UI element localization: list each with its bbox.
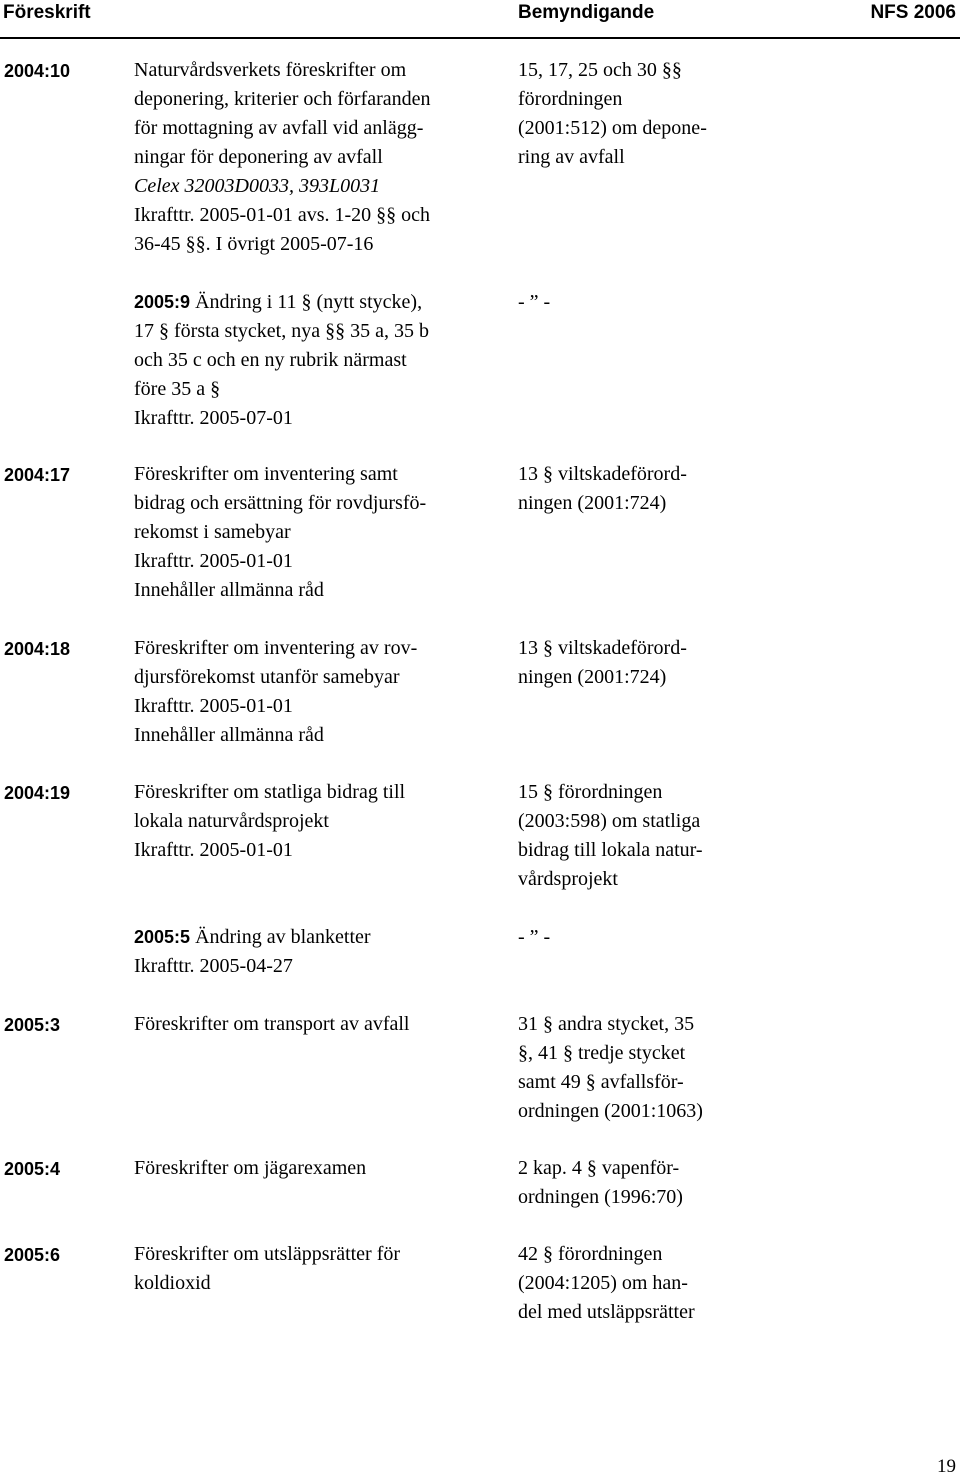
header-rule [0,37,960,39]
entry-desc-line: Föreskrifter om transport av avfall [134,1013,410,1035]
entry-desc-line: Ikrafttr. 2005-01-01 [134,695,293,717]
header-bemyndigande: Bemyndigande [518,2,655,23]
entry-desc-line: 36-45 §§. I övrigt 2005-07-16 [134,233,374,255]
entry-auth-line: 42 § förordningen [518,1243,663,1265]
entry-number: 2004:17 [4,465,71,485]
entry-desc-line: rekomst i samebyar [134,521,291,543]
entry-desc-line: Föreskrifter om statliga bidrag till [134,781,406,803]
entry-number: 2004:18 [4,639,71,659]
entry-desc-line: Föreskrifter om inventering av rov- [134,637,418,659]
entry-desc-line: Föreskrifter om inventering samt [134,463,398,485]
entry-number: 2005:3 [4,1015,61,1035]
entry-desc-line: Ikrafttr. 2005-07-01 [134,407,293,429]
entry-desc-line [134,288,422,317]
entry-desc-line: Ikrafttr. 2005-04-27 [134,955,293,977]
amendment-number: 2005:9 [134,292,191,312]
entry-desc-line: Föreskrifter om utsläppsrätter för [134,1243,401,1265]
entry-auth-line: (2004:1205) om han- [518,1272,688,1294]
entry-auth-line: 31 § andra stycket, 35 [518,1013,695,1035]
entry-desc-line [134,923,371,952]
entry-auth-line: §, 41 § tredje stycket [518,1042,686,1064]
entry-desc-line: ningar för deponering av avfall [134,146,383,168]
entry-auth-line: ring av avfall [518,146,625,168]
entry-desc-line: koldioxid [134,1272,211,1294]
entry-number: 2004:10 [4,61,71,81]
amendment-text: Ändring av blanketter [195,926,371,948]
entry-desc-line: 17 § första stycket, nya §§ 35 a, 35 b [134,320,429,342]
header-foreskrift: Föreskrift [3,2,91,23]
entry-auth-line: förordningen [518,88,623,110]
entry-auth-line: ordningen (1996:70) [518,1186,683,1208]
entry-auth-line: 2 kap. 4 § vapenför- [518,1157,680,1179]
entry-desc-line: bidrag och ersättning för rovdjursfö- [134,492,427,514]
entry-desc-line: Ikrafttr. 2005-01-01 avs. 1-20 §§ och [134,204,431,226]
amendment-number: 2005:5 [134,927,191,947]
entry-desc-line: och 35 c och en ny rubrik närmast [134,349,407,371]
page-number: 19 [937,1456,956,1477]
entry-auth-line: ordningen (2001:1063) [518,1100,703,1122]
entry-desc-line: deponering, kriterier och förfaranden [134,88,431,110]
entry-auth-line: vårdsprojekt [518,868,618,890]
entry-number: 2004:19 [4,783,71,803]
entry-desc-line: för mottagning av avfall vid anlägg- [134,117,424,139]
entry-desc-line: Ikrafttr. 2005-01-01 [134,839,293,861]
amendment-text: Ändring i 11 § (nytt stycke), [195,291,423,313]
header-nfs: NFS 2006 [870,2,956,23]
entry-desc-line: Föreskrifter om jägarexamen [134,1157,367,1179]
entry-desc-line: djursförekomst utanför samebyar [134,666,400,688]
entry-desc-line: lokala naturvårdsprojekt [134,810,329,832]
entry-celex: Celex 32003D0033, 393L0031 [134,175,381,197]
entry-auth-line: ningen (2001:724) [518,666,667,688]
entry-auth-ditto: - ” - [518,926,551,948]
entry-auth-line: 13 § viltskadeförord- [518,463,687,485]
entry-desc-line: Naturvårdsverkets föreskrifter om [134,59,407,81]
entry-auth-line: (2003:598) om statliga [518,810,701,832]
entry-auth-line: 15, 17, 25 och 30 §§ [518,59,682,81]
entry-desc-line: Innehåller allmänna råd [134,724,324,746]
entry-auth-ditto: - ” - [518,291,551,313]
entry-auth-line: bidrag till lokala natur- [518,839,703,861]
entry-auth-line: ningen (2001:724) [518,492,667,514]
entry-auth-line: samt 49 § avfallsför- [518,1071,684,1093]
page-header [0,0,960,30]
entry-auth-line: 13 § viltskadeförord- [518,637,687,659]
entry-desc-line: Ikrafttr. 2005-01-01 [134,550,293,572]
entry-number: 2005:4 [4,1159,61,1179]
entry-desc-line: Innehåller allmänna råd [134,579,324,601]
entry-auth-line: 15 § förordningen [518,781,663,803]
entry-auth-line: del med utsläppsrätter [518,1301,695,1323]
entry-desc-line: före 35 a § [134,378,221,400]
entry-number: 2005:6 [4,1245,61,1265]
entry-auth-line: (2001:512) om depone- [518,117,707,139]
